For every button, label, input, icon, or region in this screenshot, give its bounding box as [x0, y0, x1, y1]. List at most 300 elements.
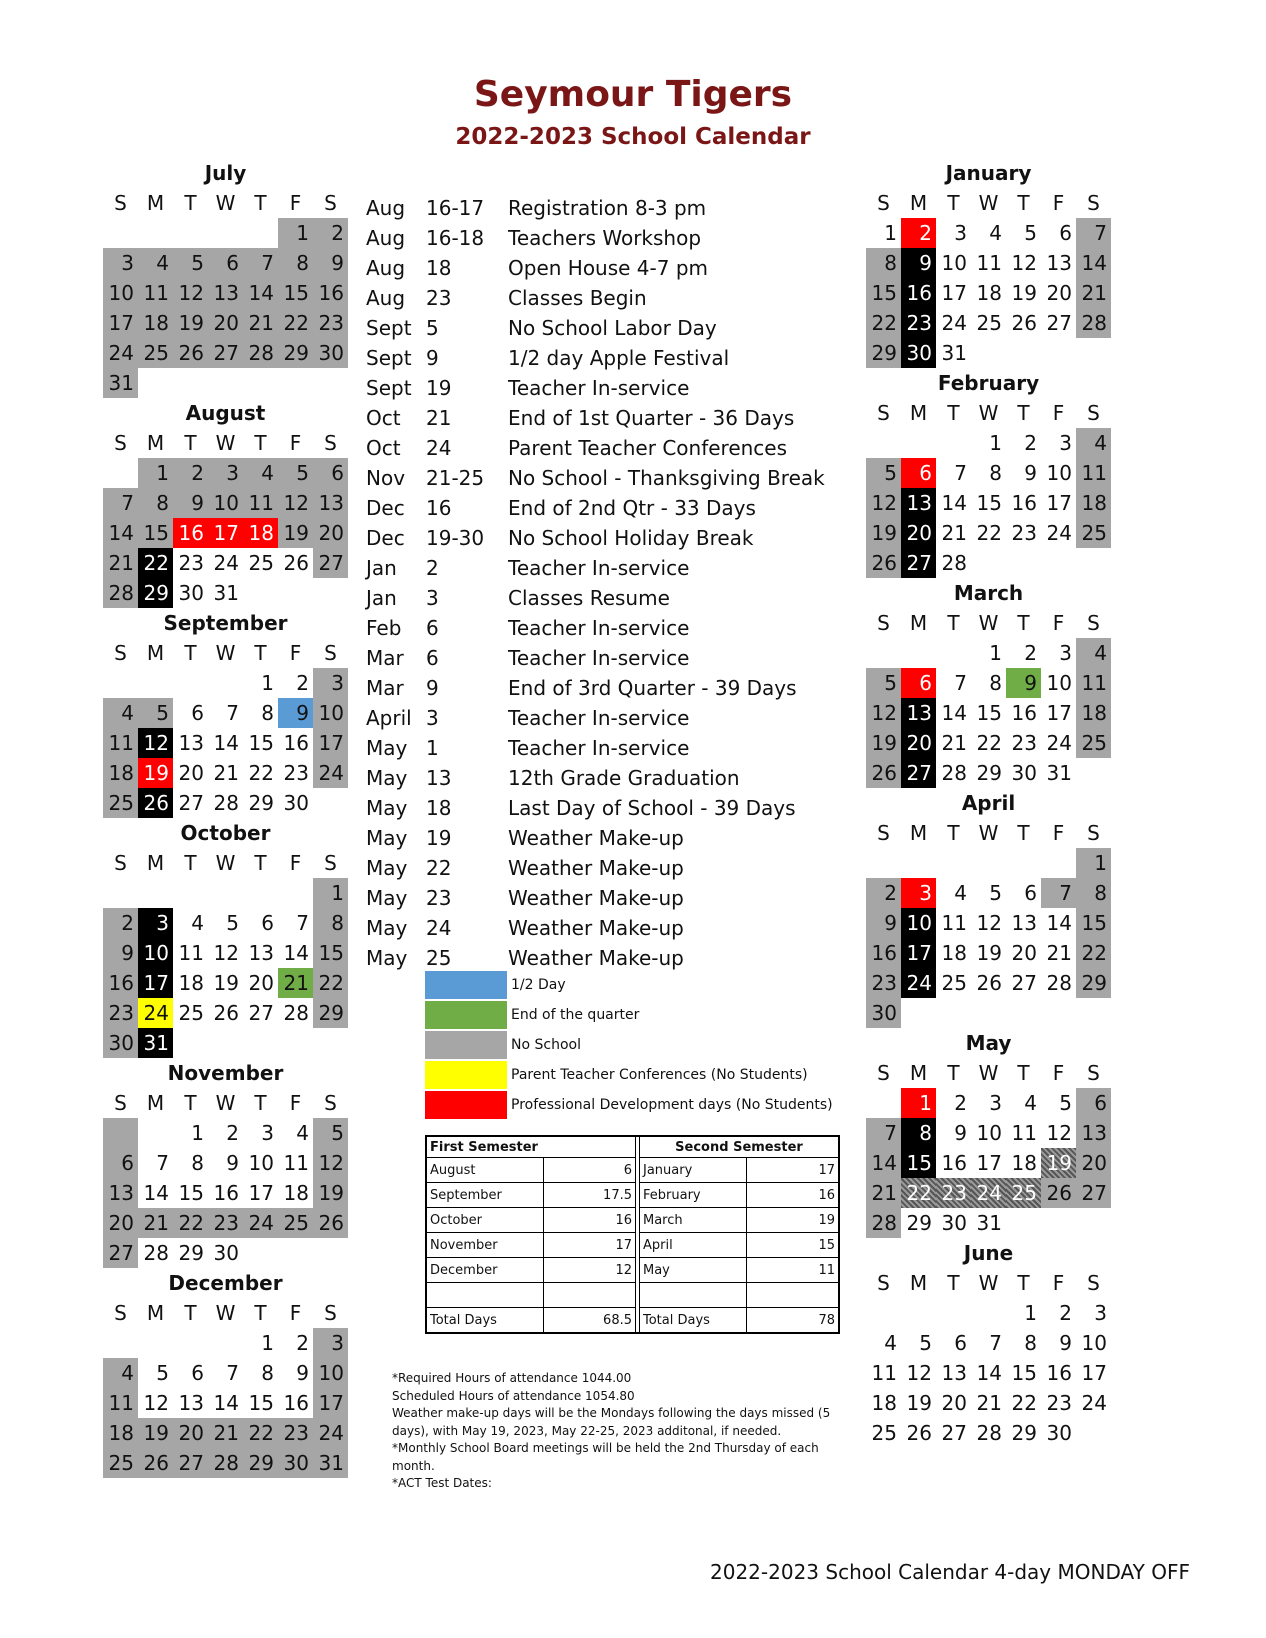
weekday-label: M — [146, 1301, 165, 1325]
day-cell: 25 — [103, 1448, 138, 1478]
day-cell: 7 — [1076, 218, 1111, 248]
weekday-label: S — [114, 431, 127, 455]
event-month: Feb — [366, 616, 402, 640]
day-cell: 11 — [103, 728, 138, 758]
month-block — [103, 608, 348, 818]
day-cell: 28 — [1046, 971, 1072, 995]
semester-cell: October — [426, 1208, 544, 1233]
weekday-label: S — [324, 1091, 337, 1115]
event-row — [366, 673, 825, 703]
day-cell: 9 — [866, 908, 901, 938]
day-cell: 17 — [1081, 1361, 1107, 1385]
day-cell: 25 — [976, 311, 1002, 335]
day-cell: 31 — [976, 1211, 1002, 1235]
day-cell: 31 — [103, 368, 138, 398]
weekday-label: T — [947, 821, 960, 845]
legend-item — [425, 1030, 833, 1060]
weekday-label: T — [184, 191, 197, 215]
day-cell: 7 — [226, 701, 239, 725]
legend-label: End of the quarter — [511, 1007, 640, 1023]
day-cell: 24 — [971, 1178, 1006, 1208]
day-cell: 28 — [243, 338, 278, 368]
weekday-label: S — [114, 641, 127, 665]
day-cell: 23 — [901, 308, 936, 338]
event-row — [366, 193, 825, 223]
day-cell: 16 — [283, 1391, 309, 1415]
weekday-label: M — [909, 821, 928, 845]
event-month: Jan — [366, 556, 397, 580]
week-row — [866, 458, 1111, 488]
legend-item — [425, 970, 833, 1000]
day-cell: 26 — [313, 1208, 348, 1238]
event-text: End of 1st Quarter - 36 Days — [508, 406, 795, 430]
month-block — [866, 368, 1111, 578]
week-row — [103, 578, 348, 608]
day-cell: 2 — [173, 458, 208, 488]
day-cell: 11 — [1011, 1121, 1037, 1145]
event-row — [366, 763, 825, 793]
day-cell: 1 — [1024, 1301, 1037, 1325]
day-cell: 11 — [871, 1361, 897, 1385]
event-month: Dec — [366, 526, 405, 550]
day-cell: 6 — [191, 1361, 204, 1385]
semester-cell: November — [426, 1233, 544, 1258]
day-cell: 6 — [1059, 221, 1072, 245]
week-row — [866, 1148, 1111, 1178]
day-cell: 30 — [103, 1028, 138, 1058]
day-cell: 6 — [261, 911, 274, 935]
day-cell: 3 — [1094, 1301, 1107, 1325]
day-cell: 19 — [313, 1178, 348, 1208]
day-cell: 11 — [103, 1388, 138, 1418]
day-cell: 13 — [178, 1391, 204, 1415]
week-row — [103, 488, 348, 518]
day-cell: 4 — [1024, 1091, 1037, 1115]
event-date: 23 — [426, 886, 452, 910]
event-row — [366, 643, 825, 673]
day-cell: 14 — [103, 518, 138, 548]
event-month: Mar — [366, 676, 404, 700]
day-cell: 15 — [866, 278, 901, 308]
semester-cell: 19 — [747, 1208, 840, 1233]
day-cell: 17 — [901, 938, 936, 968]
event-row — [366, 493, 825, 523]
day-cell: 28 — [103, 578, 138, 608]
day-cell — [103, 668, 138, 698]
note-line: *Required Hours of attendance 1044.00 — [392, 1371, 632, 1385]
day-cell — [208, 1328, 243, 1358]
event-text: Weather Make-up — [508, 916, 684, 940]
weekday-label: S — [1087, 1271, 1100, 1295]
event-text: End of 2nd Qtr - 33 Days — [508, 496, 756, 520]
day-cell: 15 — [138, 518, 173, 548]
event-date: 5 — [426, 316, 439, 340]
day-cell: 30 — [278, 1448, 313, 1478]
day-cell: 3 — [901, 878, 936, 908]
day-cell: 10 — [1081, 1331, 1107, 1355]
day-cell: 1 — [261, 671, 274, 695]
week-row — [103, 758, 348, 788]
weekday-label: W — [978, 1271, 999, 1295]
day-cell: 15 — [178, 1181, 204, 1205]
semester-row — [426, 1183, 839, 1208]
semester-cell — [544, 1283, 636, 1308]
day-cell: 26 — [906, 1421, 932, 1445]
day-cell: 4 — [1076, 638, 1111, 668]
month-title: January — [945, 161, 1032, 185]
weekday-label: M — [146, 431, 165, 455]
event-row — [366, 253, 825, 283]
semester-cell: 12 — [544, 1258, 636, 1283]
day-cell: 16 — [1011, 491, 1037, 515]
weekday-label: S — [114, 191, 127, 215]
day-cell — [1076, 1208, 1111, 1238]
weekday-label: M — [146, 1091, 165, 1115]
day-cell: 11 — [178, 941, 204, 965]
day-cell: 13 — [313, 488, 348, 518]
day-cell: 20 — [173, 1418, 208, 1448]
event-text: Teachers Workshop — [508, 226, 702, 250]
legend-item — [425, 1060, 833, 1090]
day-cell: 11 — [1076, 668, 1111, 698]
event-month: May — [366, 766, 408, 790]
month-block — [866, 1028, 1111, 1238]
day-cell: 24 — [941, 311, 967, 335]
day-cell — [1041, 848, 1076, 878]
day-cell: 15 — [1011, 1361, 1037, 1385]
day-cell: 17 — [248, 1181, 274, 1205]
day-cell: 9 — [954, 1121, 967, 1145]
day-cell: 25 — [103, 788, 138, 818]
day-cell: 13 — [248, 941, 274, 965]
weekday-label: T — [254, 431, 267, 455]
day-cell: 4 — [884, 1331, 897, 1355]
event-row — [366, 943, 825, 973]
day-cell: 25 — [1076, 518, 1111, 548]
week-row — [866, 1358, 1111, 1388]
day-cell — [936, 998, 971, 1028]
day-cell — [138, 668, 173, 698]
day-cell: 28 — [283, 1001, 309, 1025]
weekday-label: S — [1087, 611, 1100, 635]
day-cell: 24 — [1046, 521, 1072, 545]
day-cell: 1 — [278, 218, 313, 248]
weekday-label: S — [877, 401, 890, 425]
day-cell: 26 — [283, 551, 309, 575]
day-cell: 20 — [901, 518, 936, 548]
day-cell: 1 — [191, 1121, 204, 1145]
day-cell: 8 — [1024, 1331, 1037, 1355]
event-month: May — [366, 886, 408, 910]
semester-cell: 16 — [747, 1183, 840, 1208]
week-row — [866, 908, 1111, 938]
weekday-label: S — [877, 1271, 890, 1295]
week-row — [103, 548, 348, 578]
day-cell — [173, 1028, 208, 1058]
day-cell: 31 — [138, 1028, 173, 1058]
day-cell: 27 — [178, 791, 204, 815]
day-cell — [901, 848, 936, 878]
week-row — [866, 1208, 1111, 1238]
weekday-label: T — [184, 851, 197, 875]
legend-label: Parent Teacher Conferences (No Students) — [511, 1067, 808, 1083]
weekday-label: M — [909, 401, 928, 425]
weekday-label: T — [184, 641, 197, 665]
day-cell: 1 — [1076, 848, 1111, 878]
day-cell: 13 — [178, 731, 204, 755]
week-row — [103, 668, 348, 698]
day-cell — [866, 428, 901, 458]
day-cell: 14 — [213, 731, 239, 755]
day-cell: 8 — [1076, 878, 1111, 908]
semester-row — [426, 1258, 839, 1283]
weekday-label: T — [947, 611, 960, 635]
weekday-label: T — [947, 1271, 960, 1295]
week-row — [103, 908, 348, 938]
week-row — [866, 1388, 1111, 1418]
weekday-label: M — [909, 1061, 928, 1085]
semester-cell — [747, 1283, 840, 1308]
event-date: 9 — [426, 676, 439, 700]
month-title: July — [204, 161, 247, 185]
day-cell — [173, 878, 208, 908]
day-cell: 22 — [1011, 1391, 1037, 1415]
weekday-label: F — [289, 191, 302, 215]
notes — [392, 1370, 832, 1493]
weekday-label: F — [289, 641, 302, 665]
event-row — [366, 523, 825, 553]
day-cell: 29 — [976, 761, 1002, 785]
event-text: Teacher In-service — [508, 556, 690, 580]
day-cell: 2 — [313, 218, 348, 248]
weekday-header — [866, 818, 1111, 848]
day-cell: 29 — [866, 338, 901, 368]
day-cell: 2 — [954, 1091, 967, 1115]
day-cell: 6 — [954, 1331, 967, 1355]
day-cell — [901, 1298, 936, 1328]
day-cell: 16 — [901, 278, 936, 308]
semester-row — [426, 1158, 839, 1183]
weekday-label: S — [114, 851, 127, 875]
semester-cell: September — [426, 1183, 544, 1208]
day-cell: 5 — [989, 881, 1002, 905]
weekday-label: S — [324, 641, 337, 665]
semester-row — [426, 1308, 839, 1334]
day-cell — [971, 998, 1006, 1028]
day-cell: 16 — [283, 731, 309, 755]
semester-cell: August — [426, 1158, 544, 1183]
weekday-label: M — [909, 1271, 928, 1295]
page-subtitle: 2022-2023 School Calendar — [455, 124, 811, 150]
footer-text: 2022-2023 School Calendar 4-day MONDAY OFF — [710, 1560, 1190, 1584]
day-cell: 20 — [178, 761, 204, 785]
legend-item — [425, 1000, 833, 1030]
week-row — [103, 308, 348, 338]
semester-cell: January — [640, 1158, 747, 1183]
day-cell: 28 — [866, 1208, 901, 1238]
day-cell: 26 — [213, 1001, 239, 1025]
event-text: Teacher In-service — [508, 736, 690, 760]
week-row — [103, 518, 348, 548]
day-cell: 8 — [261, 1361, 274, 1385]
day-cell: 14 — [976, 1361, 1002, 1385]
day-cell: 17 — [1046, 701, 1072, 725]
day-cell — [278, 1238, 313, 1268]
day-cell: 22 — [248, 761, 274, 785]
day-cell: 10 — [103, 278, 138, 308]
weekday-label: T — [947, 1061, 960, 1085]
event-date: 18 — [426, 256, 452, 280]
day-cell: 29 — [313, 998, 348, 1028]
weekday-label: T — [1017, 611, 1030, 635]
day-cell: 23 — [866, 968, 901, 998]
day-cell: 9 — [1006, 668, 1041, 698]
day-cell: 15 — [901, 1148, 936, 1178]
day-cell: 24 — [313, 1418, 348, 1448]
day-cell: 22 — [901, 1178, 936, 1208]
event-row — [366, 403, 825, 433]
day-cell: 22 — [1076, 938, 1111, 968]
day-cell: 24 — [103, 338, 138, 368]
day-cell — [313, 368, 348, 398]
week-row — [866, 428, 1111, 458]
event-date: 25 — [426, 946, 452, 970]
note-line: *Monthly School Board meetings will be held the 2nd Thursday of each month. — [392, 1441, 819, 1473]
month-block — [866, 578, 1111, 788]
day-cell — [1076, 758, 1111, 788]
day-cell: 4 — [103, 698, 138, 728]
week-row — [866, 1418, 1111, 1448]
day-cell — [103, 878, 138, 908]
day-cell — [138, 1328, 173, 1358]
day-cell: 16 — [1011, 701, 1037, 725]
day-cell — [971, 848, 1006, 878]
day-cell: 27 — [901, 758, 936, 788]
day-cell: 30 — [178, 581, 204, 605]
weekday-label: S — [877, 821, 890, 845]
week-row — [103, 1028, 348, 1058]
day-cell: 2 — [866, 878, 901, 908]
day-cell: 3 — [1059, 431, 1072, 455]
day-cell — [138, 368, 173, 398]
day-cell: 5 — [156, 1361, 169, 1385]
weekday-header — [103, 1088, 348, 1118]
weekday-label: T — [254, 851, 267, 875]
day-cell: 14 — [1046, 911, 1072, 935]
day-cell: 23 — [208, 1208, 243, 1238]
day-cell: 5 — [226, 911, 239, 935]
day-cell — [138, 1118, 173, 1148]
day-cell: 3 — [103, 248, 138, 278]
day-cell: 12 — [143, 1391, 169, 1415]
week-row — [866, 1298, 1111, 1328]
day-cell: 23 — [278, 1418, 313, 1448]
semester-cell: 17 — [544, 1233, 636, 1258]
event-text: Parent Teacher Conferences — [508, 436, 788, 460]
day-cell: 17 — [138, 968, 173, 998]
day-cell: 31 — [313, 1448, 348, 1478]
weekday-label: W — [215, 641, 236, 665]
weekday-label: T — [947, 191, 960, 215]
day-cell: 10 — [248, 1151, 274, 1175]
day-cell: 14 — [1076, 248, 1111, 278]
day-cell: 20 — [941, 1391, 967, 1415]
day-cell: 1 — [989, 431, 1002, 455]
semester-cell: 16 — [544, 1208, 636, 1233]
day-cell: 19 — [173, 308, 208, 338]
month-title: February — [937, 371, 1040, 395]
weekday-label: W — [978, 401, 999, 425]
day-cell: 10 — [313, 698, 348, 728]
day-cell — [1076, 548, 1111, 578]
day-cell: 15 — [976, 491, 1002, 515]
day-cell — [1006, 998, 1041, 1028]
semester-cell — [640, 1283, 747, 1308]
day-cell: 12 — [278, 488, 313, 518]
day-cell: 26 — [173, 338, 208, 368]
semester-cell: 15 — [747, 1233, 840, 1258]
day-cell: 30 — [941, 1211, 967, 1235]
day-cell: 20 — [1076, 1148, 1111, 1178]
weekday-label: S — [114, 1301, 127, 1325]
day-cell: 23 — [178, 551, 204, 575]
event-row — [366, 913, 825, 943]
weekday-label: S — [877, 191, 890, 215]
event-date: 16 — [426, 496, 452, 520]
day-cell: 15 — [313, 938, 348, 968]
semester-cell: February — [640, 1183, 747, 1208]
day-cell: 6 — [208, 248, 243, 278]
event-month: Sept — [366, 346, 412, 370]
day-cell — [278, 1028, 313, 1058]
event-date: 6 — [426, 616, 439, 640]
day-cell: 10 — [901, 908, 936, 938]
weekday-label: T — [254, 1091, 267, 1115]
week-row — [103, 728, 348, 758]
weekday-label: W — [215, 431, 236, 455]
day-cell: 5 — [1024, 221, 1037, 245]
day-cell — [936, 1298, 971, 1328]
day-cell: 20 — [208, 308, 243, 338]
semester-cell: 17.5 — [544, 1183, 636, 1208]
day-cell: 3 — [954, 221, 967, 245]
day-cell: 14 — [283, 941, 309, 965]
event-month: April — [366, 706, 412, 730]
day-cell: 28 — [941, 761, 967, 785]
day-cell: 10 — [1046, 461, 1072, 485]
day-cell: 6 — [901, 458, 936, 488]
day-cell: 9 — [103, 938, 138, 968]
event-row — [366, 583, 825, 613]
day-cell: 13 — [901, 698, 936, 728]
day-cell: 3 — [313, 1328, 348, 1358]
weekday-label: W — [215, 851, 236, 875]
week-row — [103, 878, 348, 908]
weekday-label: W — [978, 1061, 999, 1085]
day-cell: 15 — [976, 701, 1002, 725]
week-row — [103, 1448, 348, 1478]
day-cell: 5 — [1059, 1091, 1072, 1115]
day-cell: 18 — [871, 1391, 897, 1415]
weekday-header — [866, 398, 1111, 428]
day-cell: 12 — [1046, 1121, 1072, 1145]
day-cell — [1076, 1418, 1111, 1448]
weekday-label: T — [1017, 1061, 1030, 1085]
day-cell — [278, 578, 313, 608]
event-month: Aug — [366, 286, 406, 310]
day-cell: 2 — [103, 908, 138, 938]
weekday-label: F — [1052, 1271, 1065, 1295]
